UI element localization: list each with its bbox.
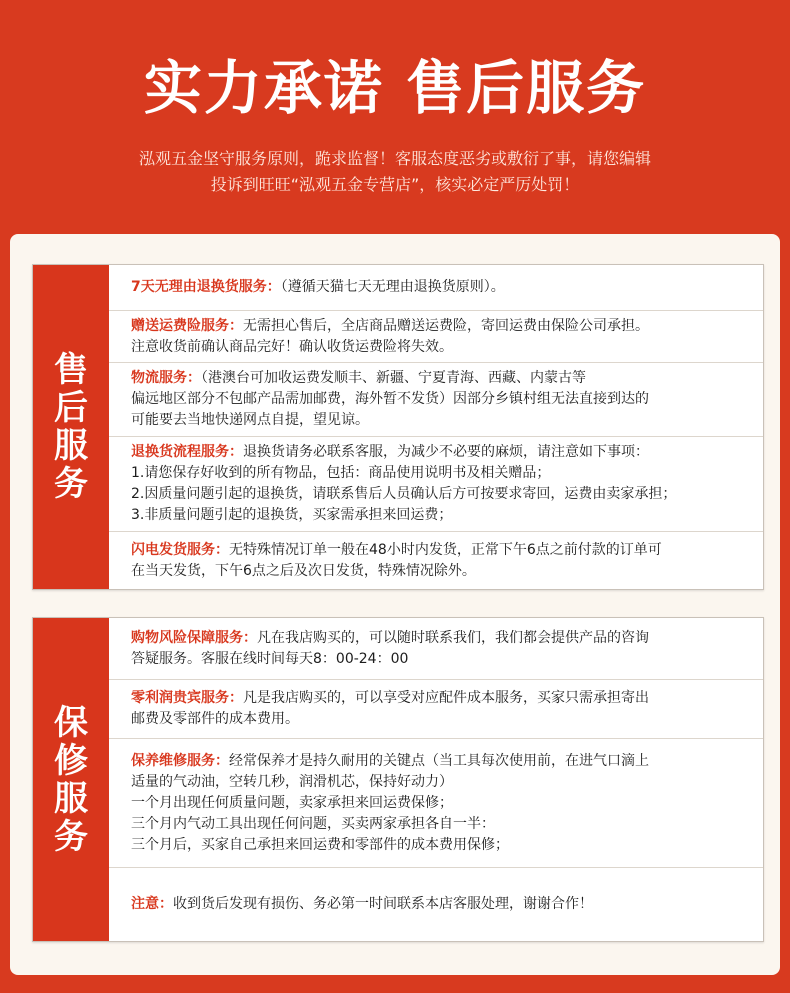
service-row-text: 注意收货前确认商品完好！确认收货运费险将失效。 [131,338,453,355]
service-row-text: 答疑服务。客服在线时间每天8：00-24：00 [131,650,409,667]
service-row-line [131,540,755,561]
service-row-text: 可能要去当地快递网点自提，望见谅。 [131,412,369,428]
service-row-text: （遵循天猫七天无理由退换货原则）。 [280,279,505,295]
service-row [109,868,763,941]
service-row-title: 赠送运费险服务： [131,317,243,334]
service-row-line [131,505,755,526]
service-row-line [131,484,755,505]
hero-subtitle [0,146,790,198]
service-row-line [131,772,755,793]
service-row [109,437,763,532]
service-row-text: 凡是我店购买的，可以享受对应配件成本服务，买家只需承担寄出 [243,690,649,706]
service-row-text: 凡在我店购买的，可以随时联系我们，我们都会提供产品的咨询 [257,629,649,646]
service-row-text: 经常保养才是持久耐用的关键点（当工具每次使用前，在进气口滴上 [229,752,649,769]
service-row [109,618,763,680]
service-row-text: 收到货后发现有损伤、务必第一时间联系本店客服处理，谢谢合作！ [173,896,593,912]
service-row-title: 保养维修服务： [131,752,229,769]
service-row-text: 偏远地区部分不包邮产品需加邮费，海外暂不发货）因部分乡镇村组无法直接到达的 [131,391,649,407]
service-row-title: 物流服务： [131,370,201,386]
service-row [109,532,763,589]
warranty-side-tab [33,618,109,941]
service-row-title: 退换货流程服务： [131,444,243,460]
service-row-text: 邮费及零部件的成本费用。 [131,711,299,727]
service-row-text: （港澳台可加收运费发顺丰、新疆、宁夏青海、西藏、内蒙古等 [201,370,586,386]
service-row-line [131,709,755,730]
service-row [109,265,763,311]
service-row [109,680,763,739]
service-row-line [131,688,755,709]
service-row-text: 一个月出现任何质量问题，卖家承担来回运费保修； [131,794,453,811]
service-row [109,363,763,437]
service-row-line [131,751,755,772]
warranty-section [32,617,764,942]
service-row-line [131,814,755,835]
after-sales-side-label: 售后服务 [54,350,88,504]
hero-subtitle-line-1: 泓观五金坚守服务原则，跪求监督！客服态度恶劣或敷衍了事，请您编辑 [138,149,651,168]
service-row-line [131,561,755,582]
service-row-line [131,337,755,358]
service-row-text: 2.因质量问题引起的退换货，请联系售后人员确认后方可按要求寄回，运费由卖家承担； [131,486,677,502]
service-row-text: 退换货请务必联系客服，为减少不必要的麻烦，请注意如下事项： [243,444,649,460]
service-row-text: 三个月后，买家自己承担来回运费和零部件的成本费用保修； [131,836,509,853]
service-row-text: 在当天发货，下午6点之后及次日发货，特殊情况除外。 [131,562,476,579]
service-row-line [131,277,755,298]
service-row-text: 适量的气动油，空转几秒，润滑机芯，保持好动力） [131,773,453,790]
service-row-line [131,389,755,410]
service-row-line [131,410,755,431]
service-row [109,739,763,868]
service-row-line [131,793,755,814]
service-row-title: 注意： [131,896,173,912]
service-row-text: 三个月内气动工具出现任何问题，买卖两家承担各自一半： [131,815,495,832]
service-row-line [131,316,755,337]
service-row-line [131,835,755,856]
service-row-line [131,368,755,389]
service-row-text: 无特殊情况订单一般在48小时内发货，正常下午6点之前付款的订单可 [229,541,662,558]
warranty-rows [109,618,763,941]
hero-subtitle-line-2: 投诉到旺旺“泓观五金专营店”，核实必定严厉处罚！ [210,175,580,194]
service-row-title: 闪电发货服务： [131,541,229,558]
service-row [109,311,763,363]
service-row-title: 零利润贵宾服务： [131,690,243,706]
service-row-text: 3.非质量问题引起的退换货，买家需承担来回运费； [131,507,453,523]
after-sales-section [32,264,764,590]
service-row-line [131,442,755,463]
service-row-line [131,894,755,915]
after-sales-rows [109,265,763,589]
hero-title: 实力承诺 售后服务 [143,54,647,122]
service-row-text: 1.请您保存好收到的所有物品，包括：商品使用说明书及相关赠品； [131,465,551,481]
service-row-line [131,649,755,670]
service-row-title: 购物风险保障服务： [131,629,257,646]
after-sales-side-tab [33,265,109,589]
service-row-line [131,628,755,649]
service-row-text: 无需担心售后，全店商品赠送运费险，寄回运费由保险公司承担。 [243,317,649,334]
service-row-line [131,463,755,484]
warranty-side-label: 保修服务 [54,702,88,857]
service-row-title: 7天无理由退换货服务： [131,279,281,295]
